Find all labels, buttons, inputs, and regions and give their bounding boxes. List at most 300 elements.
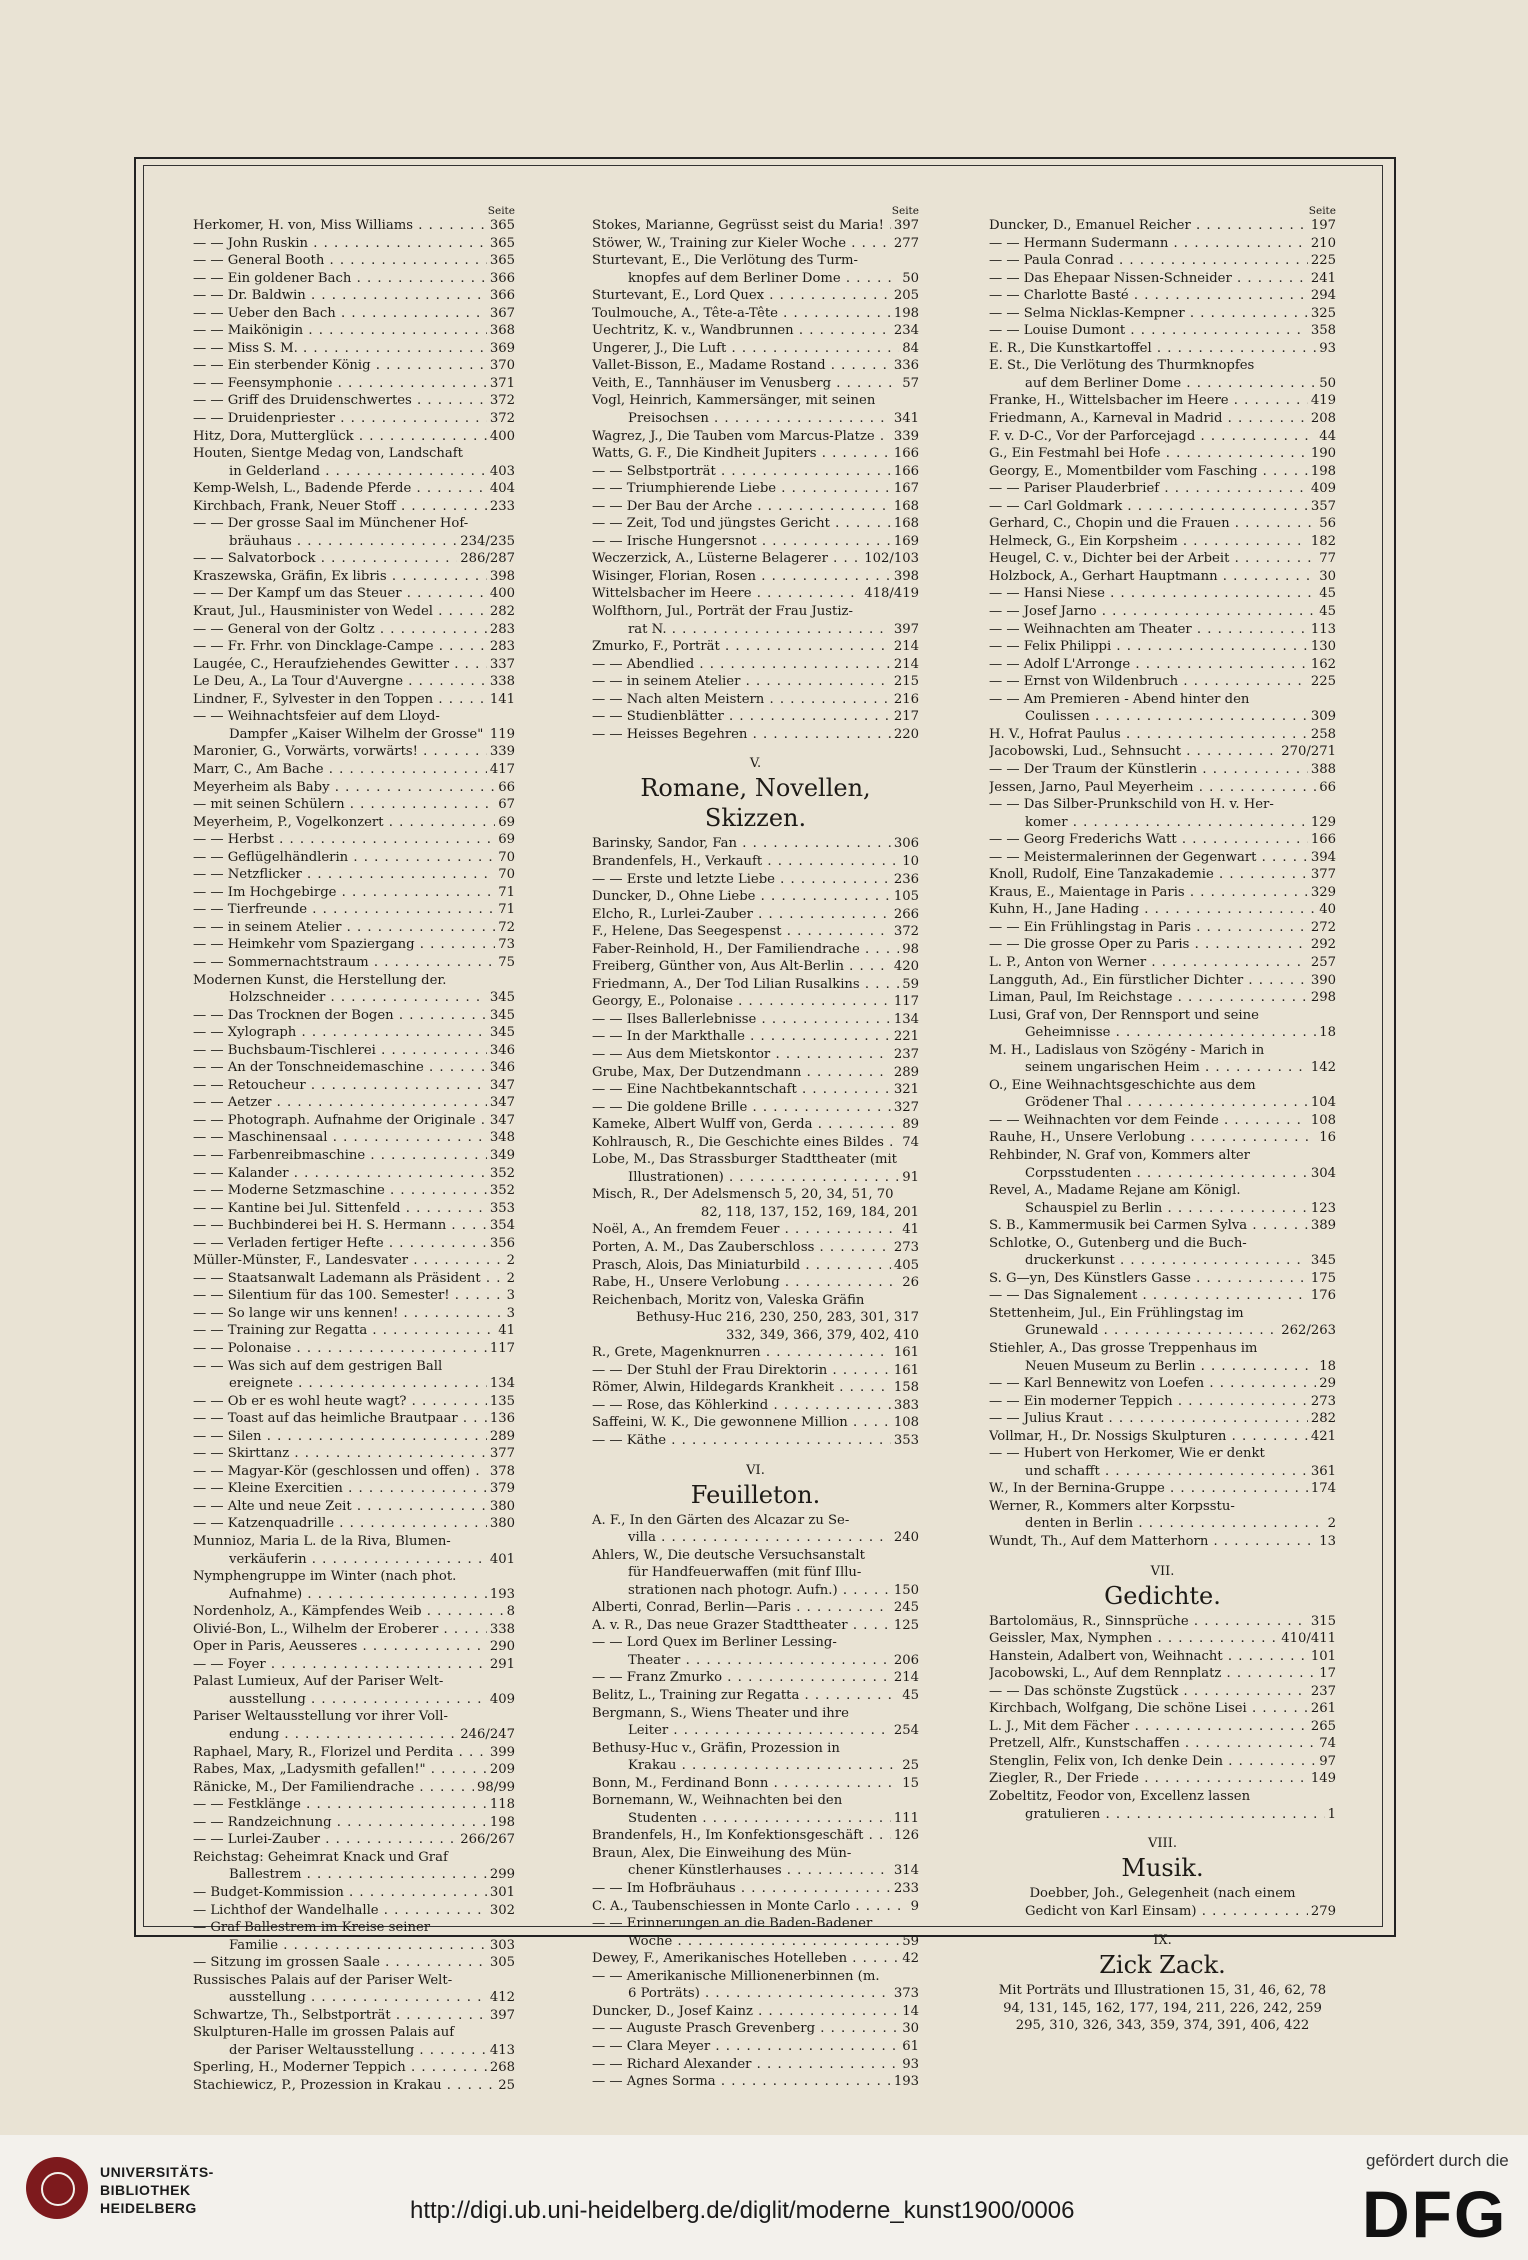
page-number: 161 [893, 1345, 919, 1361]
page-number: 397 [489, 2007, 515, 2023]
page-number: 214 [893, 656, 919, 672]
index-entry [989, 568, 1336, 586]
index-entry [193, 568, 515, 586]
entry-title: Geheimnisse . . . [1025, 1024, 1316, 1042]
page-number: 365 [489, 253, 515, 269]
index-entry [193, 1182, 515, 1200]
page-number: 10 [902, 853, 919, 869]
entry-title: — — Rose, das Köhlerkind . . . [592, 1397, 891, 1415]
index-entry [193, 1217, 515, 1235]
page-number: 339 [893, 428, 919, 444]
page-number: 15 [902, 1775, 919, 1791]
entry-title: — — Randzeichnung . . . [193, 1814, 487, 1832]
index-entry [592, 1529, 919, 1547]
section-number: VIII. [1148, 1836, 1177, 1852]
index-entry [193, 217, 515, 235]
page-number: 18 [1319, 1025, 1336, 1041]
index-entry [989, 919, 1336, 937]
index-entry [592, 498, 919, 516]
entry-title: Leiter . . . [628, 1722, 891, 1740]
entry-title: Meyerheim als Baby . . . [193, 779, 495, 797]
index-entry [592, 1950, 919, 1968]
page-number: 84 [902, 340, 919, 356]
page-number: 380 [489, 1516, 515, 1532]
entry-title: — — Ein moderner Teppich . . . [989, 1393, 1308, 1411]
entry-title: — — Ein sterbender König . . . [193, 357, 487, 375]
entry-title: — — Adolf L'Arronge . . . [989, 656, 1308, 674]
index-entry [592, 1757, 919, 1775]
entry-title: Ziegler, R., Der Friede . . . [989, 1770, 1308, 1788]
index-entry [592, 2038, 919, 2056]
section-title: Romane, Novellen, Skizzen. [640, 774, 871, 833]
entry-title: — — Irische Hungersnot . . . [592, 533, 891, 551]
index-entry [193, 1515, 515, 1533]
index-entry [989, 884, 1336, 902]
page-number: 166 [1310, 832, 1336, 848]
entry-title: Vollmar, H., Dr. Nossigs Skulpturen . . . [989, 1428, 1308, 1446]
entry-title: Friedmann, A., Der Tod Lilian Rusalkins . . . [592, 976, 899, 994]
entry-title: — — Heisses Begehren . . . [592, 726, 891, 744]
entry-title: Olivié-Bon, L., Wilhelm der Eroberer . . . [193, 1621, 487, 1639]
page-number: 126 [893, 1828, 919, 1844]
entry-title: der Pariser Weltausstellung . . . [229, 2042, 487, 2060]
page-number: 77 [1319, 551, 1336, 567]
entry-title: — — Der Kampf um das Steuer . . . [193, 585, 487, 603]
page-number: 13 [1319, 1534, 1336, 1550]
page-number: 41 [902, 1222, 919, 1238]
index-entry [989, 498, 1336, 516]
entry-title: L. P., Anton von Werner . . . [989, 954, 1308, 972]
section-title: Zick Zack. [1099, 1951, 1226, 1980]
entry-title: — — Maikönigin . . . [193, 322, 487, 340]
entry-title: 6 Porträts) . . . [628, 1985, 891, 2003]
entry-title: Herkomer, H. von, Miss Williams . . . [193, 217, 487, 235]
page-number: 193 [893, 2074, 919, 2090]
index-entry [193, 1621, 515, 1639]
page-number: 166 [893, 463, 919, 479]
page-number: 373 [893, 1986, 919, 2002]
entry-title: auf dem Berliner Dome . . . [1025, 375, 1316, 393]
entry-title: Grube, Max, Der Dutzendmann . . . [592, 1064, 891, 1082]
entry-title: — — Staatsanwalt Lademann als Präsident . . . [193, 1270, 504, 1288]
index-entry-line: — — Erinnerungen an die Baden-Badener [592, 1916, 873, 1932]
page-number: 108 [1310, 1112, 1336, 1128]
page-number: 356 [489, 1235, 515, 1251]
page-number: 217 [893, 709, 919, 725]
page-number: 417 [489, 761, 515, 777]
entry-title: — — Verladen fertiger Hefte . . . [193, 1235, 487, 1253]
entry-title: — — Hansi Niese . . . [989, 585, 1316, 603]
index-entry [592, 853, 919, 871]
index-entry [989, 1770, 1336, 1788]
index-entry [193, 726, 515, 744]
page-number: 206 [893, 1652, 919, 1668]
page-number: 314 [893, 1863, 919, 1879]
index-entry [989, 515, 1336, 533]
index-entry [989, 989, 1336, 1007]
index-entry [592, 1362, 919, 1380]
entry-title: Kameke, Albert Wulff von, Gerda . . . [592, 1116, 899, 1134]
page-number: 403 [489, 463, 515, 479]
index-entry [193, 1305, 515, 1323]
index-entry [592, 1827, 919, 1845]
index-entry [592, 1046, 919, 1064]
entry-title: Corpsstudenten . . . [1025, 1165, 1308, 1183]
page-number: 45 [902, 1688, 919, 1704]
entry-title: Holzschneider . . . [229, 989, 487, 1007]
entry-title: — — Der Stuhl der Frau Direktorin . . . [592, 1362, 891, 1380]
index-entry-line: A. F., In den Gärten des Alcazar zu Se- [592, 1512, 850, 1528]
entry-title: bräuhaus . . . [229, 533, 457, 551]
index-entry [989, 550, 1336, 568]
page-number: 338 [489, 1621, 515, 1637]
entry-title: — — Franz Zmurko . . . [592, 1669, 891, 1687]
index-entry-line: — — Lord Quex im Berliner Lessing- [592, 1635, 837, 1651]
library-name-line3: HEIDELBERG [100, 2200, 197, 2216]
entry-title: — — Das schönste Zugstück . . . [989, 1683, 1308, 1701]
page-number: 347 [489, 1112, 515, 1128]
page-number: 345 [489, 1007, 515, 1023]
index-entry-line: Stiehler, A., Das grosse Treppenhaus im [989, 1341, 1258, 1356]
entry-title: — — Der Traum der Künstlerin . . . [989, 761, 1308, 779]
index-entry [989, 585, 1336, 603]
entry-title: Wundt, Th., Auf dem Matterhorn . . . [989, 1533, 1316, 1551]
page-number: 66 [498, 779, 515, 795]
index-entry [193, 1428, 515, 1446]
entry-title: ausstellung . . . [229, 1989, 487, 2007]
entry-title: — Budget-Kommission . . . [193, 1884, 487, 1902]
index-entry [592, 673, 919, 691]
page-number: 305 [489, 1955, 515, 1971]
entry-title: Illustrationen) . . . [628, 1169, 899, 1187]
index-entry [193, 1094, 515, 1112]
index-entry [989, 1903, 1336, 1921]
page-number: 272 [1310, 919, 1336, 935]
page-number: 70 [498, 867, 515, 883]
entry-title: ausstellung . . . [229, 1691, 487, 1709]
entry-title: Rabe, H., Unsere Verlobung . . . [592, 1274, 899, 1292]
page-number: 265 [1310, 1718, 1336, 1734]
entry-title: — — Aus dem Mietskontor . . . [592, 1046, 891, 1064]
entry-title: — — Moderne Setzmaschine . . . [193, 1182, 487, 1200]
entry-title: Heugel, C. v., Dichter bei der Arbeit . . . [989, 550, 1316, 568]
index-entry [989, 866, 1336, 884]
page-number: 266/267 [460, 1832, 515, 1848]
index-entry-line: Skulpturen-Halle im grossen Palais auf [193, 2025, 455, 2041]
index-entry [592, 1985, 919, 2003]
index-entry [193, 831, 515, 849]
entry-title: — — So lange wir uns kennen! . . . [193, 1305, 504, 1323]
page-number: 357 [1310, 498, 1336, 514]
index-entry [193, 480, 515, 498]
page-number: 336 [893, 358, 919, 374]
page-number: 105 [893, 889, 919, 905]
page-number: 237 [893, 1046, 919, 1062]
entry-title: komer . . . [1025, 814, 1308, 832]
entry-title: — — Herbst . . . [193, 831, 495, 849]
index-entry [592, 480, 919, 498]
index-entry [193, 1287, 515, 1305]
page-number: 365 [489, 218, 515, 233]
entry-title: — — Der Bau der Arche . . . [592, 498, 891, 516]
page-number: 282 [489, 604, 515, 620]
index-entry-line: Sturtevant, E., Die Verlötung des Turm- [592, 253, 858, 269]
index-entry [989, 392, 1336, 410]
index-entry [989, 1753, 1336, 1771]
index-entry [193, 673, 515, 691]
entry-title: — — Käthe . . . [592, 1432, 891, 1450]
index-entry [193, 1393, 515, 1411]
entry-title: — — Abendlied . . . [592, 656, 891, 674]
index-entry-line: — — Weihnachtsfeier auf dem Lloyd- [193, 709, 440, 725]
page-number: 93 [902, 2056, 919, 2072]
entry-title: — — Toast auf das heimliche Brautpaar . . . [193, 1410, 487, 1428]
index-entry-line: Lobe, M., Das Strassburger Stadttheater (mit [592, 1152, 897, 1168]
index-entry-line: Munnioz, Maria L. de la Riva, Blumen- [193, 1534, 451, 1550]
entry-title: L. J., Mit dem Fächer . . . [989, 1718, 1308, 1736]
index-entry [193, 1024, 515, 1042]
page-number: 240 [893, 1530, 919, 1546]
entry-title: — — Festklänge . . . [193, 1796, 487, 1814]
page-number: 176 [1310, 1288, 1336, 1304]
index-entry-line: Palast Lumieux, Auf der Pariser Welt- [193, 1674, 444, 1690]
entry-title: — — Salvatorbock . . . [193, 550, 457, 568]
page-number: 45 [1319, 604, 1336, 620]
page-number: 136 [489, 1411, 515, 1427]
page-number: 40 [1319, 902, 1336, 918]
page-number: 134 [893, 1011, 919, 1027]
entry-title: Alberti, Conrad, Berlin—Paris . . . [592, 1599, 891, 1617]
index-entry [193, 1937, 515, 1955]
entry-title: Belitz, L., Training zur Regatta . . . [592, 1687, 899, 1705]
page-number: 321 [893, 1082, 919, 1098]
page-number: 225 [1310, 253, 1336, 269]
page-number: 368 [489, 323, 515, 339]
page-number: 168 [893, 498, 919, 514]
page-number: 325 [1310, 305, 1336, 321]
index-entry-line: — — Amerikanische Millionenerbinnen (m. [592, 1968, 880, 1984]
page-number: 111 [893, 1810, 919, 1826]
page-number: 419 [1310, 393, 1336, 409]
index-entry [989, 1165, 1336, 1183]
index-entry [592, 1669, 919, 1687]
index-entry [193, 1884, 515, 1902]
entry-title: — — in seinem Atelier . . . [193, 919, 495, 937]
entry-title: Sturtevant, E., Lord Quex . . . [592, 287, 891, 305]
index-entry [193, 340, 515, 358]
index-entry [193, 1586, 515, 1604]
page-number: 190 [1310, 446, 1336, 462]
entry-title: Jacobowski, Lud., Sehnsucht . . . [989, 743, 1278, 761]
index-entry [193, 1691, 515, 1709]
entry-title: — — Alte und neue Zeit . . . [193, 1498, 487, 1516]
page-number: 282 [1310, 1411, 1336, 1427]
index-entry [989, 673, 1336, 691]
entry-title: Stenglin, Felix von, Ich denke Dein . . . [989, 1753, 1316, 1771]
entry-title: Veith, E., Tannhäuser im Venusberg . . . [592, 375, 899, 393]
index-entry [989, 340, 1336, 358]
index-entry [193, 1410, 515, 1428]
index-entry [193, 2077, 515, 2095]
index-entry [193, 1796, 515, 1814]
index-entry [592, 1862, 919, 1880]
entry-title: ereignete . . . [229, 1375, 487, 1393]
index-entry-line: Braun, Alex, Die Einweihung des Mün- [592, 1845, 852, 1861]
page-number: 413 [489, 2042, 515, 2058]
entry-title: — — Nach alten Meistern . . . [592, 691, 891, 709]
page-number: 354 [489, 1218, 515, 1234]
index-entry [193, 235, 515, 253]
index-entry [193, 392, 515, 410]
page-number: 234 [893, 323, 919, 339]
index-entry [989, 849, 1336, 867]
index-entry [989, 217, 1336, 235]
entry-title: Brandenfels, H., Verkauft . . . [592, 853, 899, 871]
index-entry [592, 1379, 919, 1397]
index-entry-line: Doebber, Joh., Gelegenheit (nach einem [1029, 1886, 1296, 1902]
entry-title: — — Das Trocknen der Bogen . . . [193, 1007, 487, 1025]
page-number: 345 [489, 990, 515, 1006]
entry-title: Kirchbach, Wolfgang, Die schöne Lisei . . . [989, 1700, 1308, 1718]
seite-label: Seite [1308, 205, 1336, 217]
page-number: 236 [893, 871, 919, 887]
page-number: 97 [1319, 1753, 1336, 1769]
entry-title: Studenten . . . [628, 1810, 891, 1828]
page-number: 369 [489, 340, 515, 356]
entry-title: — — Im Hochgebirge . . . [193, 884, 495, 902]
page-number: 329 [1310, 884, 1336, 900]
entry-title: — — Weihnachten vor dem Feinde . . . [989, 1112, 1308, 1130]
page-number: 237 [1310, 1683, 1336, 1699]
page-number: 304 [1310, 1165, 1336, 1181]
index-entry-line: Rehbinder, N. Graf von, Kommers alter [989, 1147, 1250, 1163]
page-number: 44 [1319, 428, 1336, 444]
entry-title: Woche . . . [628, 1933, 899, 1951]
page-number: 166 [893, 446, 919, 462]
page-number: 234/235 [460, 533, 515, 549]
page-number: 8 [506, 1604, 515, 1620]
entry-title: H. V., Hofrat Paulus . . . [989, 726, 1308, 744]
index-entry-line: Modernen Kunst, die Herstellung der. [193, 972, 447, 988]
entry-title: Holzbock, A., Gerhart Hauptmann . . . [989, 568, 1316, 586]
page-number: 348 [489, 1130, 515, 1146]
entry-title: — Sitzung im grossen Saale . . . [193, 1954, 487, 1972]
entry-title: Kuhn, H., Jane Hading . . . [989, 901, 1316, 919]
page-number: 102/103 [864, 551, 919, 567]
page-number: 398 [893, 568, 919, 584]
entry-title: Römer, Alwin, Hildegards Krankheit . . . [592, 1379, 891, 1397]
entry-title: — — Ob er es wohl heute wagt? . . . [193, 1393, 487, 1411]
page-number: 74 [902, 1134, 919, 1150]
permalink-url[interactable]: http://digi.ub.uni-heidelberg.de/diglit/moderne_kunst1900/0006 [410, 2197, 1075, 2224]
entry-title: Uechtritz, K. v., Wandbrunnen . . . [592, 322, 891, 340]
index-column-1 [193, 205, 515, 2095]
entry-title: — — Das Ehepaar Nissen-Schneider . . . [989, 270, 1308, 288]
page-number: 59 [902, 1933, 919, 1949]
entry-title: Rauhe, H., Unsere Verlobung . . . [989, 1129, 1316, 1147]
index-entry [193, 2059, 515, 2077]
index-entry-line: 94, 131, 145, 162, 177, 194, 211, 226, 242, 259 [1003, 2000, 1322, 2016]
page-number: 397 [893, 218, 919, 233]
index-entry [989, 1217, 1336, 1235]
page-number: 150 [893, 1582, 919, 1598]
index-entry [592, 1582, 919, 1600]
entry-title: Zmurko, F., Porträt . . . [592, 638, 891, 656]
entry-title: — — Buchsbaum-Tischlerei . . . [193, 1042, 487, 1060]
page-number: 142 [1310, 1060, 1336, 1076]
index-entry [193, 866, 515, 884]
index-entry [989, 1112, 1336, 1130]
entry-title: — — Auguste Prasch Grevenberg . . . [592, 2020, 899, 2038]
page-number: 246/247 [460, 1727, 515, 1743]
entry-title: Barinsky, Sandor, Fan . . . [592, 835, 891, 853]
section-number: VI. [746, 1462, 765, 1478]
page-number: 91 [902, 1169, 919, 1185]
index-entry [193, 1059, 515, 1077]
entry-title: denten in Berlin . . . [1025, 1515, 1325, 1533]
index-entry [193, 691, 515, 709]
index-entry [592, 958, 919, 976]
entry-title: Ungerer, J., Die Luft . . . [592, 340, 899, 358]
index-entry-line: — — Was sich auf dem gestrigen Ball [193, 1358, 443, 1374]
index-entry-line: Pariser Weltausstellung vor ihrer Voll- [193, 1709, 448, 1725]
index-entry [989, 305, 1336, 323]
page-number: 141 [489, 691, 515, 707]
index-entry [989, 270, 1336, 288]
index-entry [592, 463, 919, 481]
index-entry [592, 1064, 919, 1082]
entry-title: Lindner, F., Sylvester in den Toppen . . . [193, 691, 487, 709]
index-entry [592, 638, 919, 656]
entry-title: — — Miss S. M. . . . [193, 340, 487, 358]
page-number: 134 [489, 1376, 515, 1392]
page-number: 162 [1310, 656, 1336, 672]
index-entry-line: Reichenbach, Moritz von, Valeska Gräfin [592, 1292, 865, 1308]
page-number: 215 [893, 674, 919, 690]
index-entry [989, 252, 1336, 270]
entry-title: Dewey, F., Amerikanisches Hotelleben . . . [592, 1950, 899, 1968]
page-number: 266 [893, 906, 919, 922]
entry-title: — — Heimkehr vom Spaziergang . . . [193, 936, 495, 954]
index-entry [193, 1954, 515, 1972]
page-number: 283 [489, 639, 515, 655]
index-entry [989, 480, 1336, 498]
page-number: 117 [489, 1341, 515, 1356]
index-entry [193, 954, 515, 972]
entry-title: Schwartze, Th., Selbstporträt . . . [193, 2007, 487, 2025]
entry-title: Georgy, E., Polonaise . . . [592, 993, 891, 1011]
index-entry [592, 235, 919, 253]
page-number: 370 [489, 358, 515, 374]
entry-title: Maronier, G., Vorwärts, vorwärts! . . . [193, 743, 487, 761]
index-entry [193, 849, 515, 867]
index-entry-line: Nymphengruppe im Winter (nach phot. [193, 1569, 457, 1585]
index-entry [989, 1735, 1336, 1753]
index-entry [193, 1902, 515, 1920]
page-number: 57 [902, 375, 919, 391]
page-number: 75 [498, 954, 515, 970]
entry-title: — — Hermann Sudermann . . . [989, 235, 1308, 253]
entry-title: Watts, G. F., Die Kindheit Jupiters . . . [592, 445, 891, 463]
entry-title: Langguth, Ad., Ein fürstlicher Dichter . . . [989, 972, 1308, 990]
index-entry-line: Schlotke, O., Gutenberg und die Buch- [989, 1235, 1247, 1251]
index-entry-line: 332, 349, 366, 379, 402, 410 [726, 1327, 919, 1343]
section-title: Gedichte. [1104, 1581, 1221, 1610]
entry-title: Theater . . . [628, 1652, 891, 1670]
index-entry [193, 1603, 515, 1621]
index-entry [989, 1806, 1336, 1824]
index-entry [193, 357, 515, 375]
